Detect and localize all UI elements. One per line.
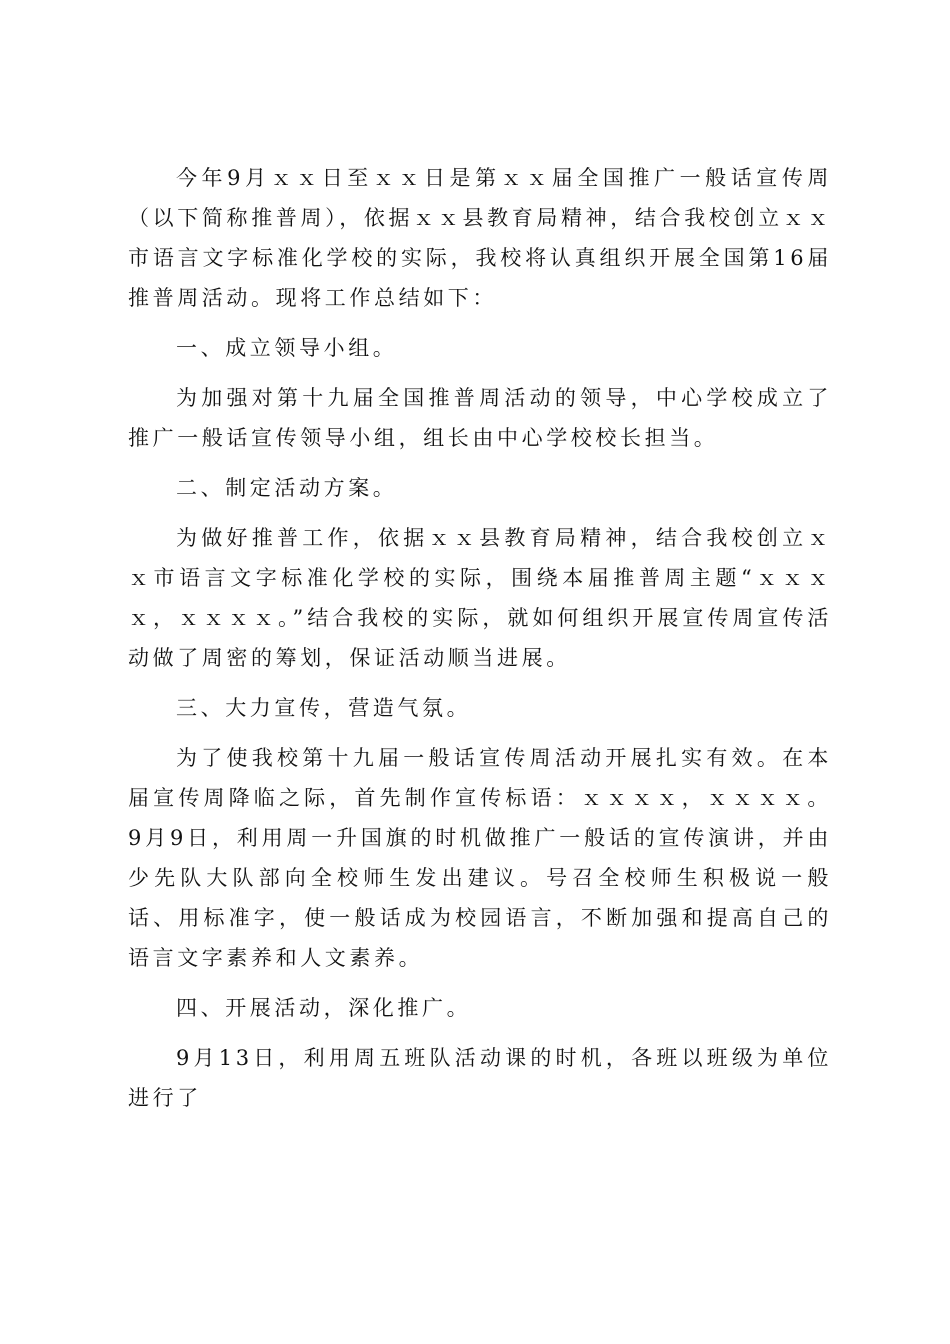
section-heading-3: 三、大力宣传，营造气氛。 <box>176 696 472 720</box>
document-body <box>128 158 832 1118</box>
section-heading-2: 二、制定活动方案。 <box>176 476 398 500</box>
section-paragraph-2: 为做好推普工作，依据ｘｘ县教育局精神，结合我校创立ｘｘ市语言文字标准化学校的实际，围绕本届推普周主题“ｘｘｘｘ，ｘｘｘｘ。”结合我校的实际，就如何组织开展宣传周宣传活动做了周密的筹划，保证活动顺当进展。 <box>128 526 832 670</box>
section-heading-4: 四、开展活动，深化推广。 <box>176 996 472 1020</box>
section-paragraph-3: 为了使我校第十九届一般话宣传周活动开展扎实有效。在本届宣传周降临之际，首先制作宣传标语：ｘｘｘｘ，ｘｘｘｘ。9月9日，利用周一升国旗的时机做推广一般话的宣传演讲，并由少先队大队部向全校师生发出建议。号召全校师生积极说一般话、用标准字，使一般话成为校园语言，不断加强和提高自己的语言文字素养和人文素养。 <box>128 746 832 970</box>
section-paragraph-1: 为加强对第十九届全国推普周活动的领导，中心学校成立了推广一般话宣传领导小组，组长由中心学校校长担当。 <box>128 386 832 450</box>
intro-paragraph: 今年9月ｘｘ日至ｘｘ日是第ｘｘ届全国推广一般话宣传周（以下简称推普周），依据ｘｘ县教育局精神，结合我校创立ｘｘ市语言文字标准化学校的实际，我校将认真组织开展全国第16届推普周活动。现将工作总结如下： <box>128 166 832 310</box>
section-heading-1: 一、成立领导小组。 <box>176 336 398 360</box>
section-paragraph-4: 9月13日，利用周五班队活动课的时机，各班以班级为单位进行了 <box>128 1046 832 1110</box>
